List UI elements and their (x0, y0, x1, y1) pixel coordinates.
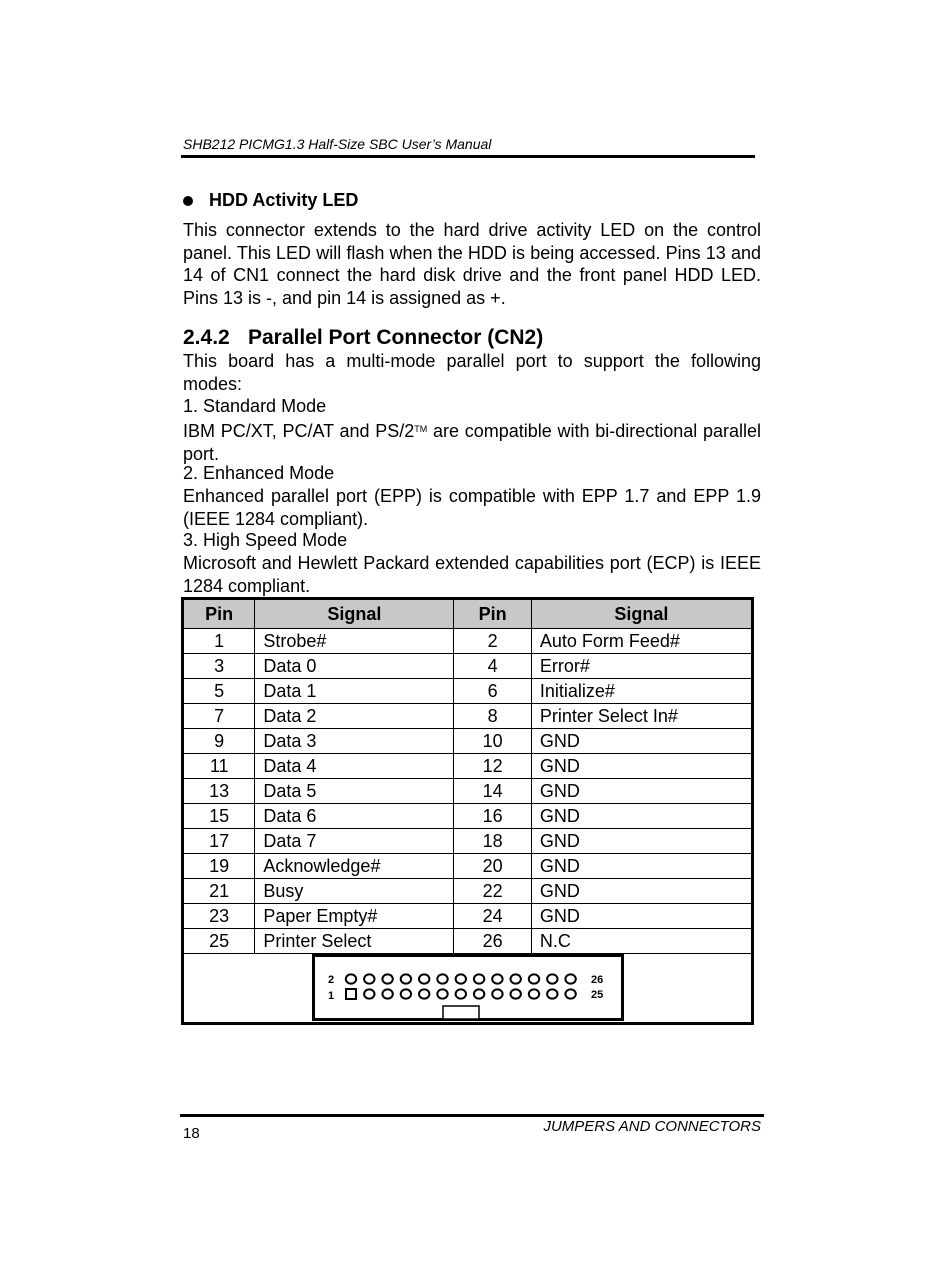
table-row (183, 754, 753, 779)
pin-pad (400, 974, 410, 983)
signal-name-cell: Strobe# (255, 629, 454, 654)
page-number: 18 (183, 1125, 200, 1142)
pin-number-cell: 12 (454, 754, 531, 779)
pin-pad (437, 989, 447, 998)
header-rule (181, 155, 755, 158)
pin-assignment-table (181, 597, 754, 1025)
section-heading (183, 326, 543, 350)
pin-pad (364, 974, 374, 983)
pin-number-cell: 25 (183, 929, 255, 954)
table-row (183, 854, 753, 879)
signal-name-cell: Error# (531, 654, 752, 679)
pin-pad (565, 989, 575, 998)
signal-name-cell: Data 3 (255, 729, 454, 754)
pin-number-cell: 24 (454, 904, 531, 929)
mode-label-enhanced: 2. Enhanced Mode (183, 463, 335, 483)
table-row (183, 704, 753, 729)
mode-text-standard: IBM PC/XT, PC/AT and PS/2™ are compatible with bi-directional parallel port. (183, 421, 762, 464)
header-signal: Signal (255, 599, 454, 629)
signal-name-cell: GND (531, 854, 752, 879)
header-pin: Pin (454, 599, 531, 629)
label-pin-1: 1 (327, 990, 334, 1002)
signal-name-cell: Data 1 (255, 679, 454, 704)
header-signal: Signal (531, 599, 752, 629)
pin-number-cell: 8 (454, 704, 531, 729)
pin-number-cell: 14 (454, 779, 531, 804)
pin-number-cell: 23 (183, 904, 255, 929)
pin-1-square-pad (346, 989, 356, 999)
pin-pad (400, 989, 410, 998)
mode-label-standard: 1. Standard Mode (183, 396, 327, 416)
signal-name-cell: Data 6 (255, 804, 454, 829)
hdd-led-heading: HDD Activity LED (209, 190, 359, 210)
signal-name-cell: N.C (531, 929, 752, 954)
signal-name-cell: Acknowledge# (255, 854, 454, 879)
table-row (183, 829, 753, 854)
table-header-row (183, 599, 753, 629)
pin-pad (382, 989, 392, 998)
table-row (183, 729, 753, 754)
pin-number-cell: 11 (183, 754, 255, 779)
table-row (183, 879, 753, 904)
pin-number-cell: 16 (454, 804, 531, 829)
trademark-mark: TM (414, 424, 428, 434)
signal-name-cell: GND (531, 779, 752, 804)
pin-pad (419, 974, 429, 983)
table-row (183, 779, 753, 804)
pin-number-cell: 6 (454, 679, 531, 704)
signal-name-cell: GND (531, 904, 752, 929)
table-row (183, 904, 753, 929)
pin-pad (455, 989, 465, 998)
signal-name-cell: Busy (255, 879, 454, 904)
table-row (183, 804, 753, 829)
pin-pad (528, 974, 538, 983)
section-number: 2.4.2 (183, 326, 230, 349)
signal-name-cell: GND (531, 829, 752, 854)
section-intro: This board has a multi-mode parallel port to support the following modes: (183, 351, 761, 394)
pin-number-cell: 5 (183, 679, 255, 704)
pin-number-cell: 20 (454, 854, 531, 879)
section-title: Parallel Port Connector (CN2) (248, 326, 544, 349)
running-header: SHB212 PICMG1.3 Half-Size SBC User’s Manual (183, 136, 492, 152)
connector-diagram-cell (183, 954, 753, 1024)
signal-name-cell: Data 7 (255, 829, 454, 854)
pin-number-cell: 1 (183, 629, 255, 654)
pin-number-cell: 9 (183, 729, 255, 754)
pin-pad (473, 974, 483, 983)
pin-pad (437, 974, 447, 983)
pin-pad (492, 974, 502, 983)
pin-pad (382, 974, 392, 983)
connector-key-notch (443, 1006, 479, 1019)
pin-number-cell: 4 (454, 654, 531, 679)
signal-name-cell: GND (531, 804, 752, 829)
signal-name-cell: Initialize# (531, 679, 752, 704)
signal-name-cell: Data 2 (255, 704, 454, 729)
connector-diagram (312, 954, 624, 1022)
pin-number-cell: 26 (454, 929, 531, 954)
connector-diagram-row (183, 954, 753, 1024)
pin-number-cell: 7 (183, 704, 255, 729)
signal-name-cell: Printer Select In# (531, 704, 752, 729)
table-row (183, 654, 753, 679)
pin-pad (547, 974, 557, 983)
pin-number-cell: 21 (183, 879, 255, 904)
label-pin-26: 26 (590, 974, 603, 986)
pin-number-cell: 13 (183, 779, 255, 804)
signal-name-cell: Data 0 (255, 654, 454, 679)
pin-number-cell: 3 (183, 654, 255, 679)
pin-number-cell: 2 (454, 629, 531, 654)
hdd-led-paragraph: This connector extends to the hard drive activity LED on the control panel. This LED will flash when the HDD is being accessed. Pins 13 and 14 of CN1 connect the hard disk drive and the front panel HDD LED. Pins 13 is -, and pin 14 is assigned as +. (183, 220, 761, 308)
pin-number-cell: 17 (183, 829, 255, 854)
header-pin: Pin (183, 599, 255, 629)
table-row (183, 629, 753, 654)
pin-number-cell: 18 (454, 829, 531, 854)
pin-number-cell: 19 (183, 854, 255, 879)
signal-name-cell: GND (531, 729, 752, 754)
pin-pad (345, 974, 355, 983)
label-pin-2: 2 (327, 974, 334, 986)
signal-name-cell: Auto Form Feed# (531, 629, 752, 654)
pin-pad (492, 989, 502, 998)
pin-pad (364, 989, 374, 998)
pin-pad (473, 989, 483, 998)
pin-pad (455, 974, 465, 983)
table-row (183, 929, 753, 954)
mode-text-enhanced: Enhanced parallel port (EPP) is compatible with EPP 1.7 and EPP 1.9 (IEEE 1284 compliant). (183, 486, 761, 529)
signal-name-cell: Paper Empty# (255, 904, 454, 929)
signal-name-cell: GND (531, 754, 752, 779)
mode-label-high-speed: 3. High Speed Mode (183, 530, 348, 550)
signal-name-cell: Data 5 (255, 779, 454, 804)
bullet-icon (183, 196, 193, 206)
pin-pad (419, 989, 429, 998)
pin-pad (565, 974, 575, 983)
signal-name-cell: Printer Select (255, 929, 454, 954)
mode-text-high-speed: Microsoft and Hewlett Packard extended capabilities port (ECP) is IEEE 1284 compliant. (183, 553, 761, 596)
pin-pad (510, 974, 520, 983)
footer-rule (180, 1114, 764, 1117)
pin-number-cell: 10 (454, 729, 531, 754)
pin-number-cell: 22 (454, 879, 531, 904)
footer-section-name: JUMPERS AND CONNECTORS (543, 1118, 761, 1135)
table-row (183, 679, 753, 704)
pin-pad (528, 989, 538, 998)
signal-name-cell: Data 4 (255, 754, 454, 779)
signal-name-cell: GND (531, 879, 752, 904)
pin-pad (510, 989, 520, 998)
pin-pad (547, 989, 557, 998)
label-pin-25: 25 (590, 989, 603, 1001)
pin-number-cell: 15 (183, 804, 255, 829)
